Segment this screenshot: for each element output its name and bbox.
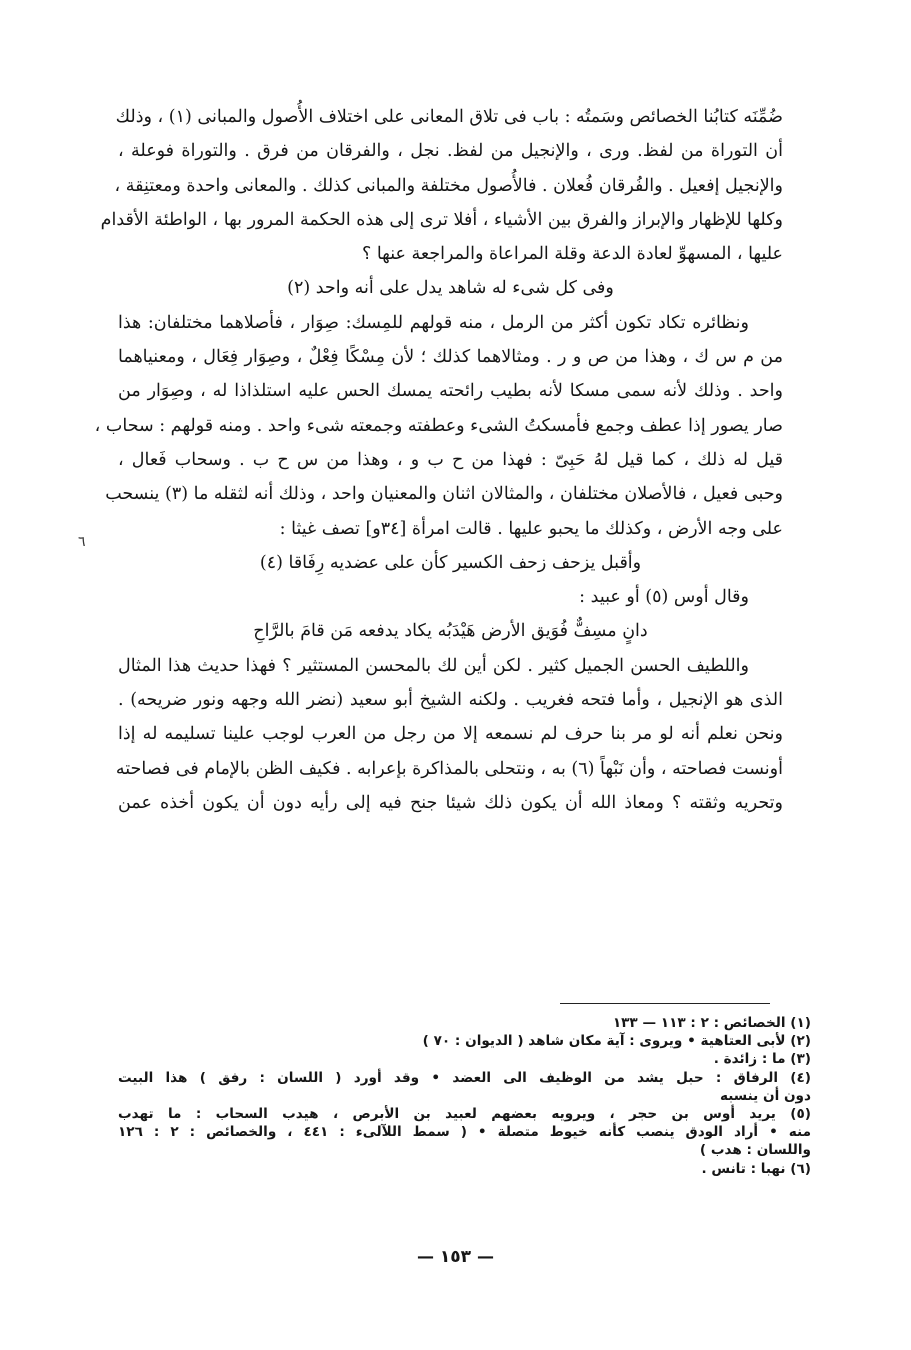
margin-mark: ٦ <box>78 534 86 550</box>
footnote: (٣) ما : زائدة . <box>713 1051 811 1068</box>
text-line: ونحن نعلم أنه لو مر بنا حرف لم نسمعه إلا من رجل من العرب لوجب علينا تسليمه له إذا <box>118 724 783 745</box>
poem-verse: دانٍ مسِفٌّ فُوَيق الأرض هَيْدَبُه يكاد يدفعه مَن قامَ بالرَّاحِ <box>253 621 648 642</box>
text-line: على وجه الأرض ، وكذلك ما يحبو عليها . قالت امرأة [٣٤و] تصف غيثا : <box>279 518 783 539</box>
text-line: واحد . وذلك لأنه سمى مسكا لأنه بطيب رائحته يمسك الحس عليه استلذاذا له ، وصِوَار من <box>118 381 783 402</box>
text-line: ونظائره تكاد تكون أكثر من الرمل ، منه قولهم للمِسك: صِوَار ، فأصلاهما مختلفان: هذا <box>118 312 749 333</box>
footnote: (٤) الرفاق : حبل يشد من الوظيف الى العضد • وقد أورد ( اللسان : رفق ) هذا البيت <box>118 1069 811 1086</box>
footnote: (٥) يريد أوس بن حجر ، ويرويه بعضهم لعبيد بن الأبرص ، هيدب السحاب : ما تهدب <box>118 1106 811 1123</box>
text-line: وتحريه وثقته ؟ ومعاذ الله أن يكون ذلك شيئا جنح فيه إلى رأيه دون أن يكون أخذه عمن <box>118 792 783 813</box>
text-line: قيل له ذلك ، كما قيل لهُ حَبِىّ : فهذا من ح ب و ، وهذا من س ح ب . وسحاب فَعال ، <box>118 449 783 470</box>
footnote: دون أن ينسبه <box>719 1087 811 1104</box>
poem-verse: وأقبل يزحف زحف الكسير كأن على عضديه رِفَاقا (٤) <box>259 552 642 573</box>
text-line: عليها ، المسهوِّ لعادة الدعة وقلة المراعاة والمراجعة عنها ؟ <box>361 244 783 265</box>
footnote: منه • أراد الودق ينصب كأنه خيوط متصلة • ( سمط اللآلىء : ٤٤١ ، والخصائص : ٢ : ١٢٦ <box>118 1124 811 1141</box>
text-line: الذى هو الإنجيل ، وأما فتحه فغريب . ولكنه الشيخ أبو سعيد (نضر الله وجهه ونور ضريحه) . <box>118 690 783 711</box>
text-line: أونست فصاحته ، وأن نَبْهاً (٦) به ، ونتحلى بالمذاكرة بإعرابه . فكيف الظن بالإمام فى فصاحته <box>115 758 783 779</box>
text-line: والإنجيل إفعيل . والفُرقان فُعلان . فالأُصول مختلفة والمبانى كذلك . والمعانى واحدة ومعتنِقة ، <box>114 175 783 196</box>
text-line: واللطيف الحسن الجميل كثير . لكن أين لك بالمحسن المستثير ؟ فهذا حديث هذا المثال <box>118 655 749 676</box>
footnote: (٦) نهبا : تانس . <box>701 1160 811 1177</box>
page-number: — ١٥٣ — <box>417 1247 494 1267</box>
main-text <box>94 100 783 820</box>
footnote-divider <box>560 1003 770 1004</box>
footnote: (٢) لأبى العتاهية • ويروى : آية مكان شاهد ( الديوان : ٧٠ ) <box>422 1033 811 1050</box>
text-line: أن التوراة من لفظ. ورى ، والإنجيل من لفظ. نجل ، والفرقان من فرق . والتوراة فوعلة ، <box>118 141 783 162</box>
text-line: وقال أوس (٥) أو عبيد : <box>579 587 749 608</box>
text-line: وحبى فعيل ، فالأصلان مختلفان ، والمثالان اثنان والمعنيان واحد ، وذلك أنه لثقله ما (٣) ينسحب <box>105 484 783 505</box>
footnote: (١) الخصائص : ٢ : ١١٣ — ١٣٣ <box>612 1015 811 1031</box>
text-line: صار يصور إذا عطف وجمع فأمسكتُ الشىء وعطفته وجمعته شىء واحد . ومنه قولهم : سحاب ، <box>94 415 783 436</box>
text-line: وكلها للإظهار والإبراز والفرق بين الأشياء ، أفلا ترى إلى هذه الحكمة المرور بها ، الواطئة الأقدام <box>100 209 783 230</box>
poem-verse: وفى كل شىء له شاهد يدل على أنه واحد (٢) <box>287 278 614 299</box>
footnote: واللسان : هدب ) <box>699 1142 811 1159</box>
text-line: ضُمِّنَه كتابُنا الخصائص وسَمتُه : باب فى تلاق المعانى على اختلاف الأُصول والمبانى (١) ، وذلك <box>115 107 783 127</box>
footnotes <box>118 1014 811 1178</box>
text-line: من م س ك ، وهذا من ص و ر . ومثالاهما كذلك ؛ لأن مِسْكًا فِعْلٌ ، وصِوَار فِعَال ، ومعنياهما <box>118 347 783 368</box>
